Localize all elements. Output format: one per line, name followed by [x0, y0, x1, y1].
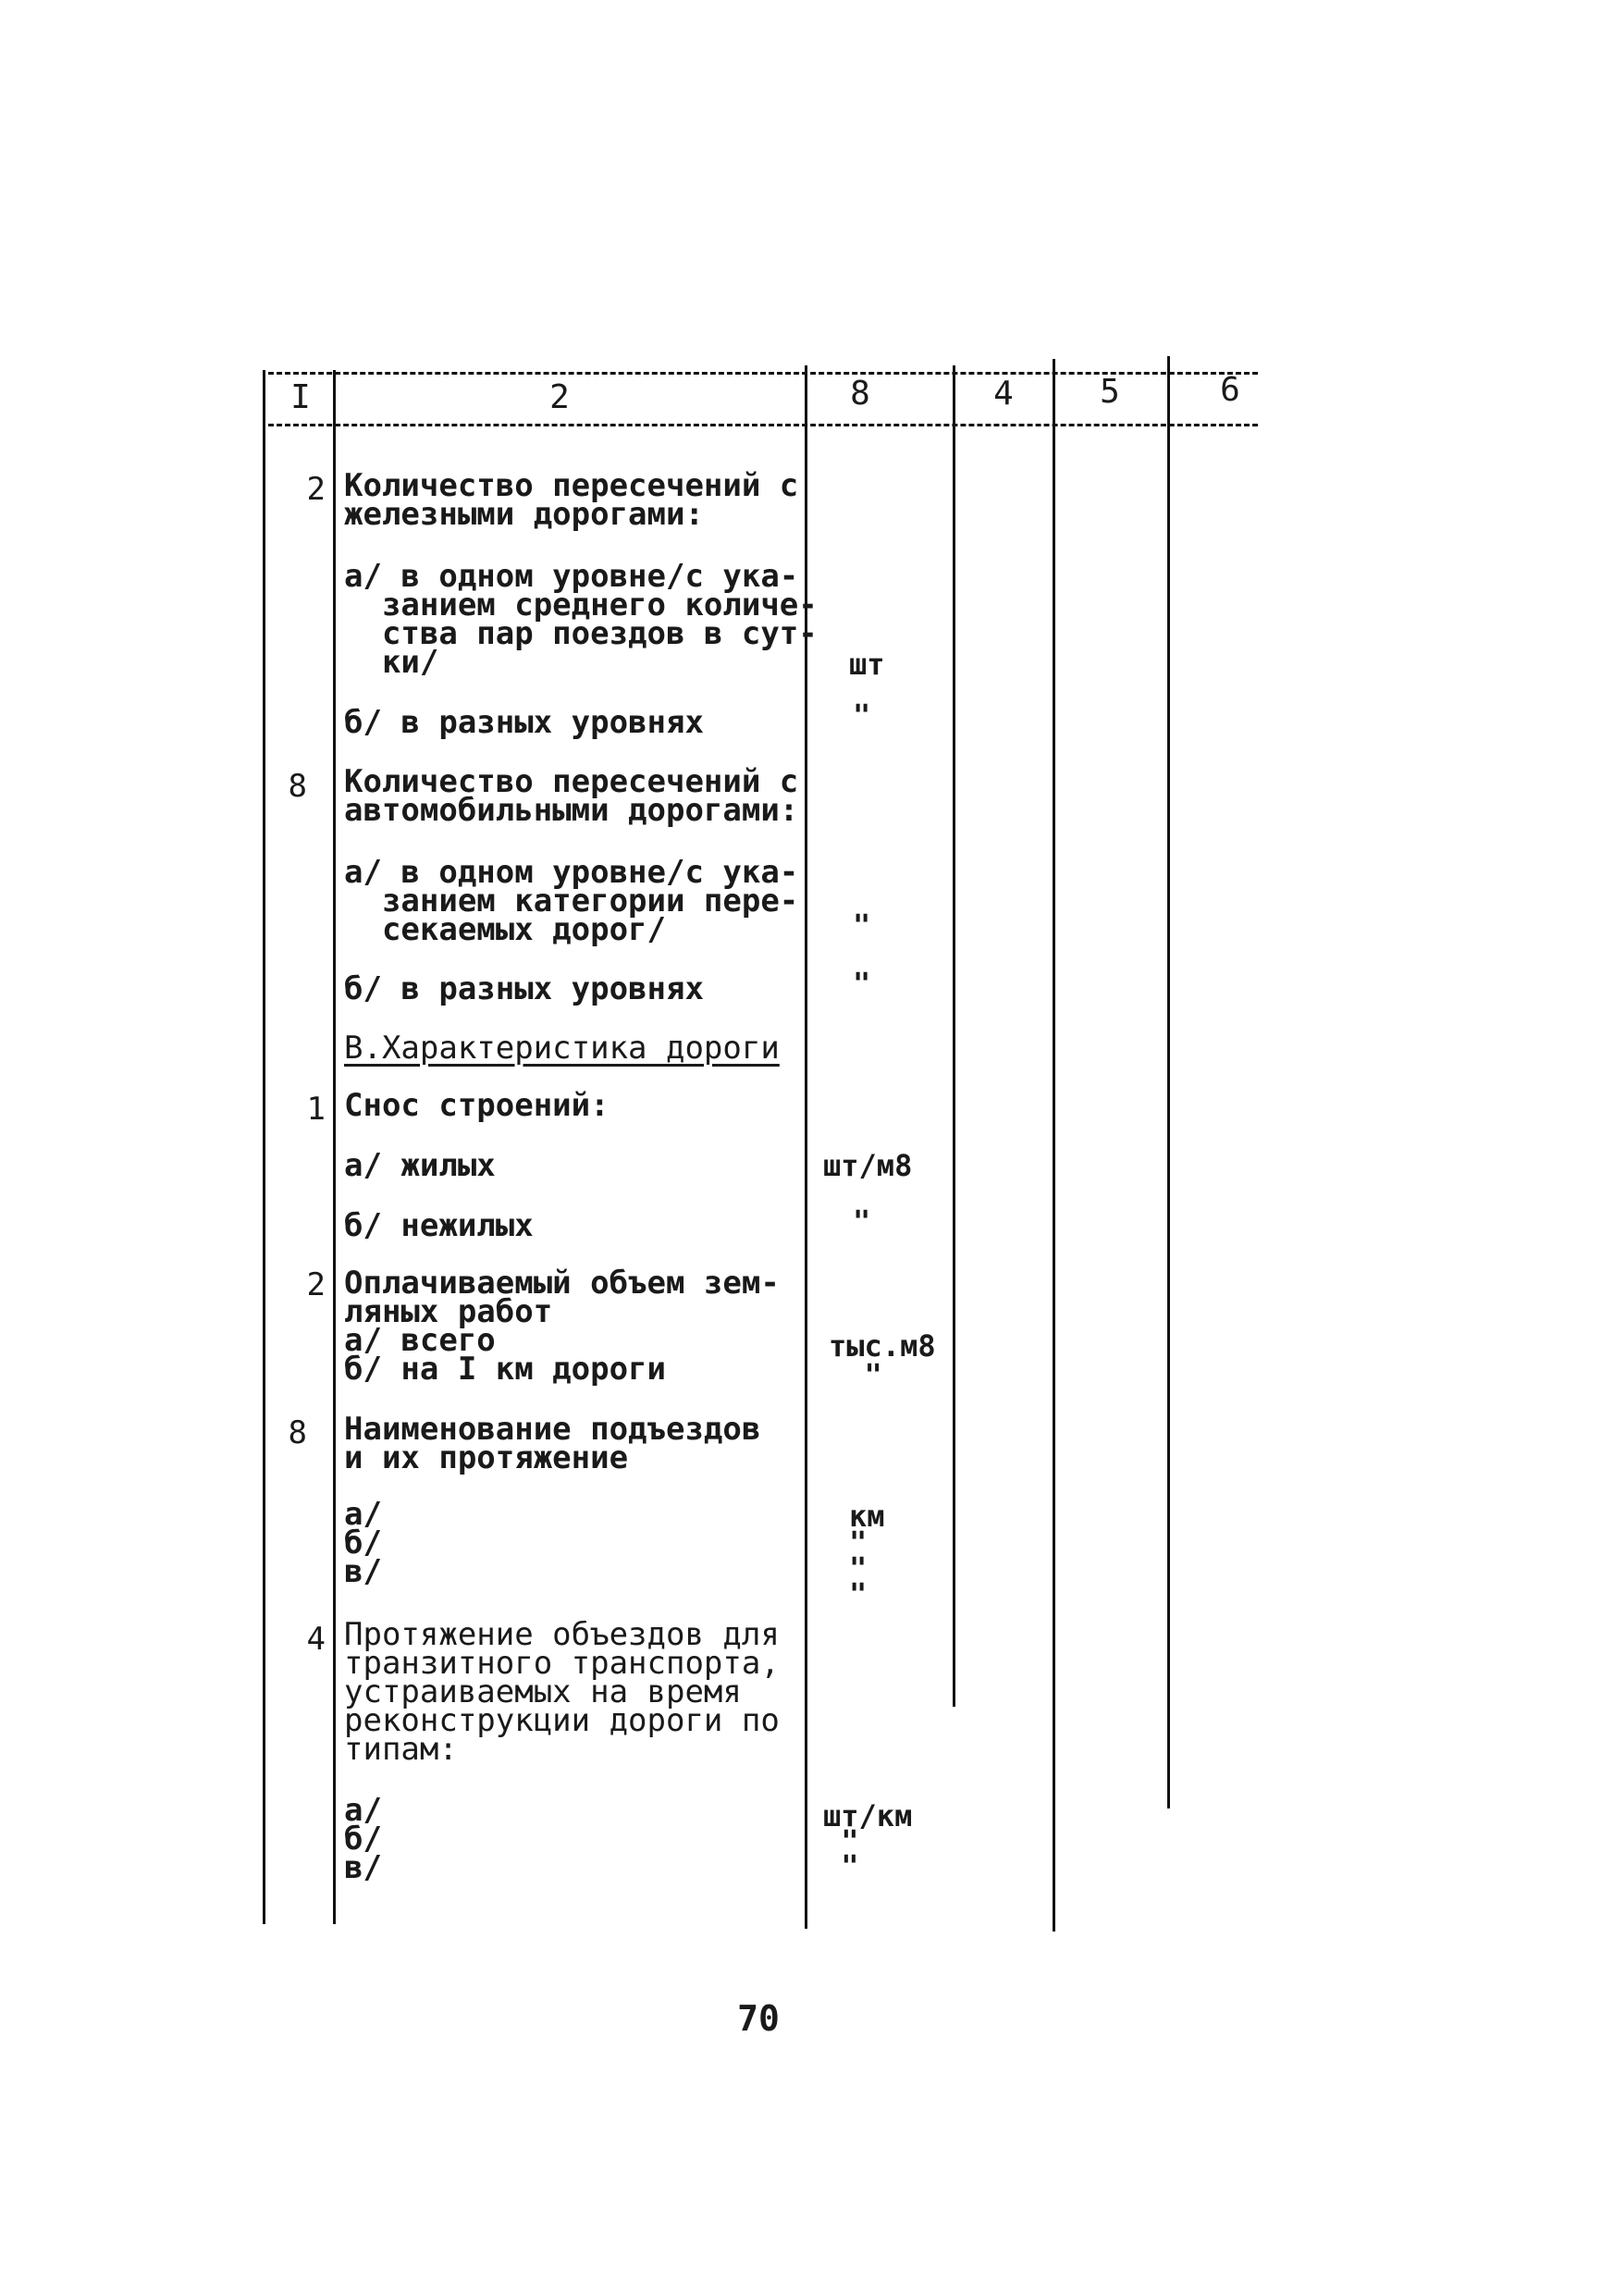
column-divider-3: [953, 365, 955, 1707]
row-number: 4: [306, 1621, 326, 1658]
row-number: 8: [288, 768, 307, 805]
page-number: 70: [737, 1998, 780, 2039]
row-text: Оплачиваемый объем зем- ляных работ а/ всего б/ на I км дороги: [344, 1265, 780, 1388]
row-text: а/ в одном уровне/с ука- занием среднего количе- ства пар поездов в сут- ки/: [344, 558, 818, 681]
row-unit: шт: [849, 647, 885, 682]
row-text: а/ б/ в/: [344, 1792, 382, 1886]
row-unit: тыс.м8 ": [829, 1328, 936, 1392]
section-heading: [344, 1030, 780, 1067]
row-text: а/ жилых: [344, 1147, 496, 1184]
row-unit: км " " ": [849, 1499, 885, 1611]
column-divider-1: [333, 370, 336, 1924]
row-text: а/ б/ в/: [344, 1496, 382, 1590]
row-text: Наименование подъездов и их протяжение: [344, 1411, 761, 1476]
row-unit: ": [853, 907, 871, 943]
header-col-3: 8: [850, 375, 870, 413]
row-text: Количество пересечений с автомобильными дорогами:: [344, 763, 799, 829]
header-col-6: 6: [1220, 371, 1240, 409]
column-divider-5: [1167, 356, 1170, 1808]
row-unit: ": [853, 966, 871, 1001]
row-unit: шт/м8: [823, 1148, 913, 1183]
row-text: Количество пересечений с железными дорогами:: [344, 467, 799, 533]
table-left-border: [263, 370, 265, 1924]
row-number: 2: [306, 471, 326, 508]
header-col-2: 2: [549, 378, 570, 416]
row-number: 8: [288, 1414, 307, 1451]
row-text: б/ в разных уровнях: [344, 970, 704, 1007]
row-text: б/ нежилых: [344, 1207, 534, 1244]
header-bottom-rule: [268, 424, 1258, 426]
header-col-1: I: [290, 378, 311, 416]
row-text: Снос строений:: [344, 1087, 610, 1124]
row-text: б/ в разных уровнях: [344, 704, 704, 741]
row-text: Протяжение объездов для транзитного транспорта, устраиваемых на время реконструкции дороги по типам:: [344, 1616, 780, 1768]
header-col-5: 5: [1100, 373, 1120, 411]
section-heading-text: В.Характеристика дороги: [344, 1030, 780, 1067]
header-col-4: 4: [993, 375, 1014, 413]
row-number: 1: [306, 1091, 326, 1128]
row-number: 2: [306, 1266, 326, 1303]
row-text: а/ в одном уровне/с ука- занием категории пере- секаемых дорог/: [344, 854, 799, 948]
row-unit: ": [853, 697, 871, 733]
column-divider-4: [1053, 359, 1055, 1932]
row-unit: ": [853, 1204, 871, 1239]
row-unit: шт/км " ": [823, 1798, 913, 1883]
